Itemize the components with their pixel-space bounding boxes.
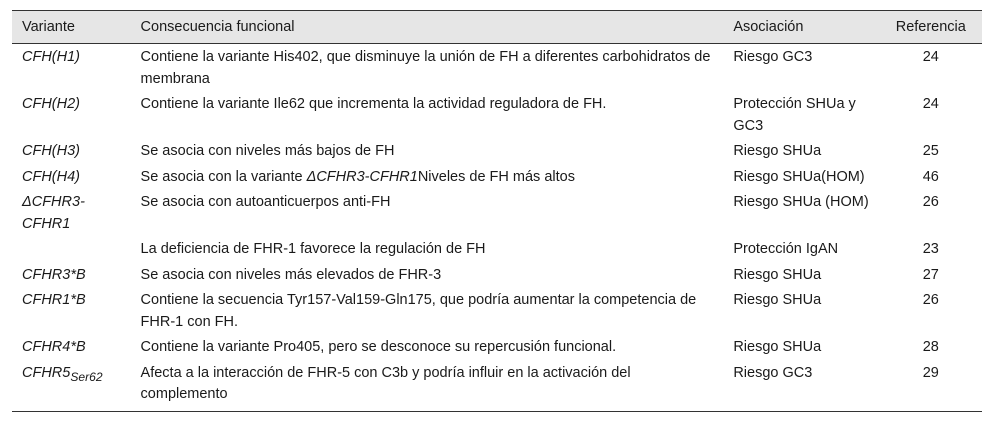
reference-cell: 23 [922, 241, 939, 257]
table-header-row [12, 11, 982, 44]
association-cell: Riesgo SHUa [733, 339, 822, 355]
variant-cell: CFHR4*B [22, 339, 86, 355]
header-variante: Variante [12, 11, 131, 44]
consequence-cell: La deficiencia de FHR-1 favorece la regulación de FH [140, 241, 486, 257]
consequence-cell [131, 166, 724, 192]
reference-cell: 24 [922, 49, 939, 65]
association-cell: Riesgo GC3 [733, 49, 813, 65]
table-row [12, 238, 982, 264]
variant-cell: CFH(H1) [22, 49, 80, 65]
header-referencia: Referencia [880, 11, 982, 44]
header-consecuencia: Consecuencia funcional [131, 11, 724, 44]
consequence-cell: Contiene la variante Ile62 que incrementa la actividad reguladora de FH. [140, 96, 607, 112]
consequence-text: Niveles de FH más altos [417, 168, 575, 185]
reference-cell: 26 [922, 292, 939, 308]
header-asociacion: Asociación [723, 11, 879, 44]
association-cell: Riesgo SHUa [733, 292, 822, 308]
consequence-cell: Se asocia con autoanticuerpos anti-FH [140, 194, 391, 210]
table-row [12, 362, 982, 412]
reference-cell: 27 [922, 266, 939, 283]
table-row [12, 93, 982, 140]
consequence-cell: Contiene la variante Pro405, pero se desconoce su repercusión funcional. [140, 339, 617, 355]
variant-name: CFHR5 [22, 364, 71, 381]
variants-table-container [12, 10, 982, 412]
association-cell: Riesgo SHUa(HOM) [733, 168, 865, 185]
consequence-cell: Se asocia con niveles más elevados de FHR-3 [140, 266, 442, 283]
consequence-italic-text: ΔCFHR3-CFHR1 [306, 168, 418, 185]
table-row [12, 191, 982, 238]
reference-cell: 26 [922, 194, 939, 210]
reference-cell: 29 [880, 362, 982, 412]
consequence-cell: Contiene la variante His402, que disminuye la unión de FH a diferentes carbohidratos de membrana [140, 49, 711, 87]
association-cell: Riesgo SHUa [733, 143, 822, 159]
table-row [12, 140, 982, 166]
variant-cell [12, 362, 131, 412]
association-cell: Riesgo SHUa (HOM) [733, 194, 869, 210]
consequence-cell: Se asocia con niveles más bajos de FH [140, 143, 395, 159]
consequence-cell: Afecta a la interacción de FHR-5 con C3b y podría influir en la activación del complemento [131, 362, 724, 412]
table-row [12, 289, 982, 336]
association-cell: Riesgo GC3 [723, 362, 879, 412]
variant-cell: ΔCFHR3-CFHR1 [22, 194, 85, 232]
variant-cell: CFHR3*B [22, 266, 86, 283]
consequence-cell: Contiene la secuencia Tyr157-Val159-Gln175, que podría aumentar la competencia de FHR-1 con FH. [140, 292, 697, 330]
variant-cell [12, 238, 131, 264]
variant-cell: CFHR1*B [22, 292, 86, 308]
table-row [12, 336, 982, 362]
variant-subscript: Ser62 [70, 369, 103, 384]
consequence-text: Se asocia con la variante [140, 168, 307, 185]
reference-cell: 25 [922, 143, 939, 159]
variants-table [12, 10, 982, 412]
variant-cell: CFH(H3) [22, 143, 80, 159]
association-cell: Protección SHUa y GC3 [733, 96, 856, 134]
association-cell: Protección IgAN [733, 241, 839, 257]
association-cell: Riesgo SHUa [733, 266, 822, 283]
variant-cell: CFH(H4) [22, 168, 80, 185]
variant-cell: CFH(H2) [22, 96, 80, 112]
reference-cell: 24 [922, 96, 939, 112]
table-row [12, 166, 982, 192]
table-row [12, 264, 982, 290]
reference-cell: 46 [922, 168, 939, 185]
table-row [12, 44, 982, 94]
reference-cell: 28 [922, 339, 939, 355]
